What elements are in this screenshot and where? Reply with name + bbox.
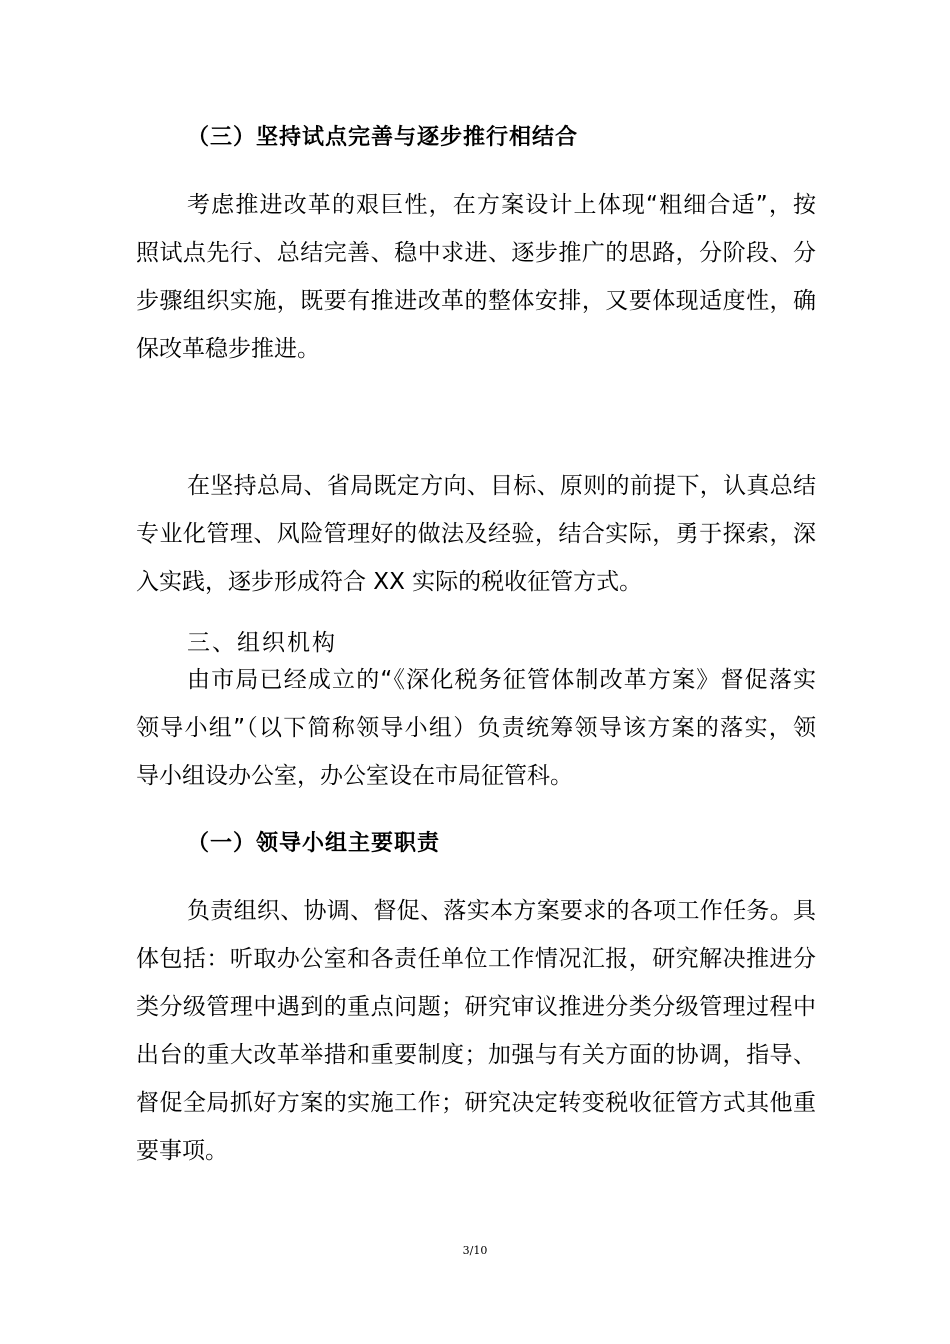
section-title-organization: 三、组织机构 [187, 630, 337, 656]
paragraph-line: 保改革稳步推进。 [136, 336, 320, 362]
paragraph-line: 入实践，逐步形成符合 XX 实际的税收征管方式。 [136, 569, 643, 595]
heading-section-3-principle: （三）坚持试点完善与逐步推行相结合 [187, 125, 579, 150]
paragraph-line: 类分级管理中遇到的重点问题；研究审议推进分类分级管理过程中 [136, 994, 816, 1020]
paragraph-line: 专业化管理、风险管理好的做法及经验，结合实际，勇于探索，深 [136, 521, 816, 547]
paragraph-line: 在坚持总局、省局既定方向、目标、原则的前提下，认真总结 [187, 473, 816, 499]
paragraph-line: 照试点先行、总结完善、稳中求进、逐步推广的思路，分阶段、分 [136, 240, 816, 266]
paragraph-line: 领导小组”（以下简称领导小组）负责统筹领导该方案的落实，领 [136, 715, 816, 741]
paragraph-line: 出台的重大改革举措和重要制度；加强与有关方面的协调，指导、 [136, 1042, 816, 1068]
paragraph-line: 由市局已经成立的“《深化税务征管体制改革方案》督促落实 [187, 667, 816, 693]
heading-leading-group-duties: （一）领导小组主要职责 [187, 831, 441, 856]
paragraph-line: 体包括：听取办公室和各责任单位工作情况汇报，研究解决推进分 [136, 946, 816, 972]
paragraph-adherence [136, 462, 816, 606]
paragraph-line: 督促全局抓好方案的实施工作；研究决定转变税收征管方式其他重 [136, 1090, 816, 1116]
paragraph-leading-group [136, 656, 816, 800]
paragraph-line: 导小组设办公室，办公室设在市局征管科。 [136, 763, 573, 789]
paragraph-reform-difficulty [136, 181, 816, 373]
paragraph-line: 要事项。 [136, 1138, 228, 1164]
paragraph-line: 负责组织、协调、督促、落实本方案要求的各项工作任务。具 [187, 898, 816, 924]
paragraph-duties [136, 887, 816, 1175]
paragraph-line: 步骤组织实施，既要有推进改革的整体安排，又要体现适度性，确 [136, 288, 816, 314]
page-number: 3/10 [462, 1244, 488, 1257]
paragraph-line: 考虑推进改革的艰巨性，在方案设计上体现“粗细合适”，按 [187, 192, 816, 218]
